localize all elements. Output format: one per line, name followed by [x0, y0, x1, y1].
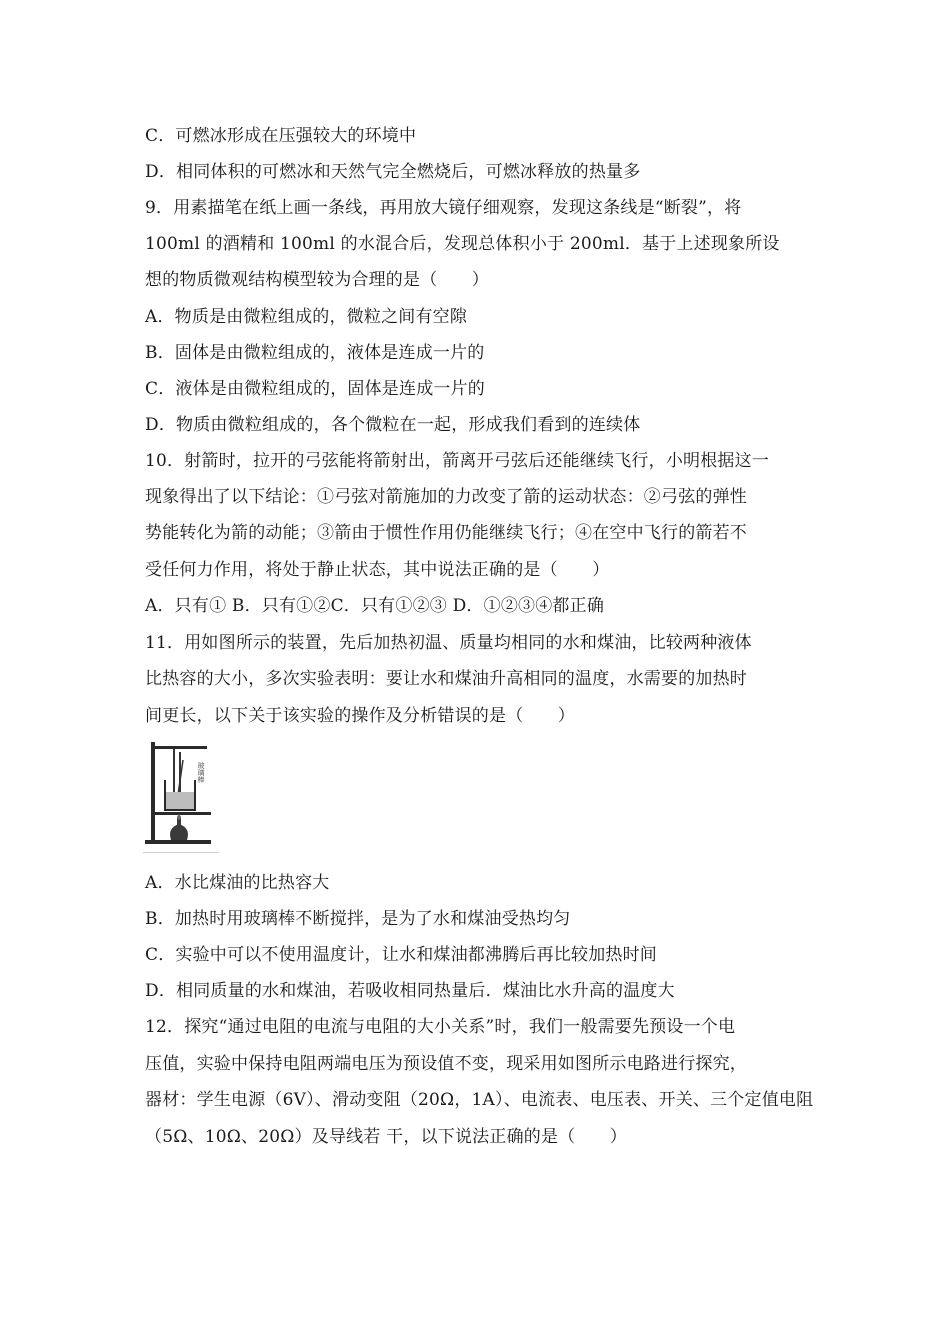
q10-stem-line-3: 势能转化为箭的动能；③箭由于惯性作用仍能继续飞行；④在空中飞行的箭若不 [145, 523, 747, 543]
figure-label: 玻璃棒 [197, 762, 205, 783]
q11-stem-line-3: 间更长，以下关于该实验的操作及分析错误的是（ ） [145, 706, 575, 726]
q8-option-c: C．可燃冰形成在压强较大的环境中 [145, 126, 417, 146]
q9-option-b: B．固体是由微粒组成的，液体是连成一片的 [145, 343, 485, 363]
q9-option-c: C．液体是由微粒组成的，固体是连成一片的 [145, 379, 486, 399]
q11-option-a: A．水比煤油的比热容大 [145, 873, 330, 893]
q11-stem-line-2: 比热容的大小，多次实验表明：要让水和煤油升高相同的温度，水需要的加热时 [145, 669, 747, 689]
q11-option-c: C．实验中可以不使用温度计，让水和煤油都沸腾后再比较加热时间 [145, 945, 658, 965]
q9-stem-line-1: 9．用素描笔在纸上画一条线，再用放大镜仔细观察，发现这条线是“断裂”，将 [145, 198, 742, 218]
q11-option-b: B．加热时用玻璃棒不断搅拌，是为了水和煤油受热均匀 [145, 909, 571, 929]
q12-stem-line-4: （5Ω、10Ω、20Ω）及导线若 干，以下说法正确的是（ ） [145, 1127, 627, 1147]
q9-option-d: D．物质由微粒组成的，各个微粒在一起，形成我们看到的连续体 [145, 415, 641, 435]
q9-stem-line-3: 想的物质微观结构模型较为合理的是（ ） [145, 270, 489, 290]
heating-apparatus-figure [143, 740, 219, 856]
q10-stem-line-4: 受任何力作用，将处于静止状态，其中说法正确的是（ ） [145, 560, 610, 580]
q11-stem-line-1: 11．用如图所示的装置，先后加热初温、质量均相同的水和煤油，比较两种液体 [145, 633, 752, 653]
q10-stem-line-2: 现象得出了以下结论：①弓弦对箭施加的力改变了箭的运动状态：②弓弦的弹性 [145, 487, 747, 507]
q10-options: A．只有① B．只有①②C．只有①②③ D．①②③④都正确 [145, 596, 605, 616]
q9-option-a: A．物质是由微粒组成的，微粒之间有空隙 [145, 307, 468, 327]
q12-stem-line-1: 12．探究“通过电阻的电流与电阻的大小关系”时，我们一般需要先预设一个电 [145, 1017, 736, 1037]
q8-option-d: D．相同体积的可燃冰和天然气完全燃烧后，可燃冰释放的热量多 [145, 162, 641, 182]
q12-stem-line-2: 压值，实验中保持电阻两端电压为预设值不变，现采用如图所示电路进行探究， [145, 1054, 747, 1074]
q9-stem-line-2: 100ml 的酒精和 100ml 的水混合后，发现总体积小于 200ml．基于上述现象所设 [145, 234, 780, 254]
q10-stem-line-1: 10．射箭时，拉开的弓弦能将箭射出，箭离开弓弦后还能继续飞行，小明根据这一 [145, 451, 770, 471]
q11-option-d: D．相同质量的水和煤油，若吸收相同热量后．煤油比水升高的温度大 [145, 981, 675, 1001]
q12-stem-line-3: 器材：学生电源（6V）、滑动变阻（20Ω，1A）、电流表、电压表、开关、三个定值电阻 [145, 1090, 814, 1110]
